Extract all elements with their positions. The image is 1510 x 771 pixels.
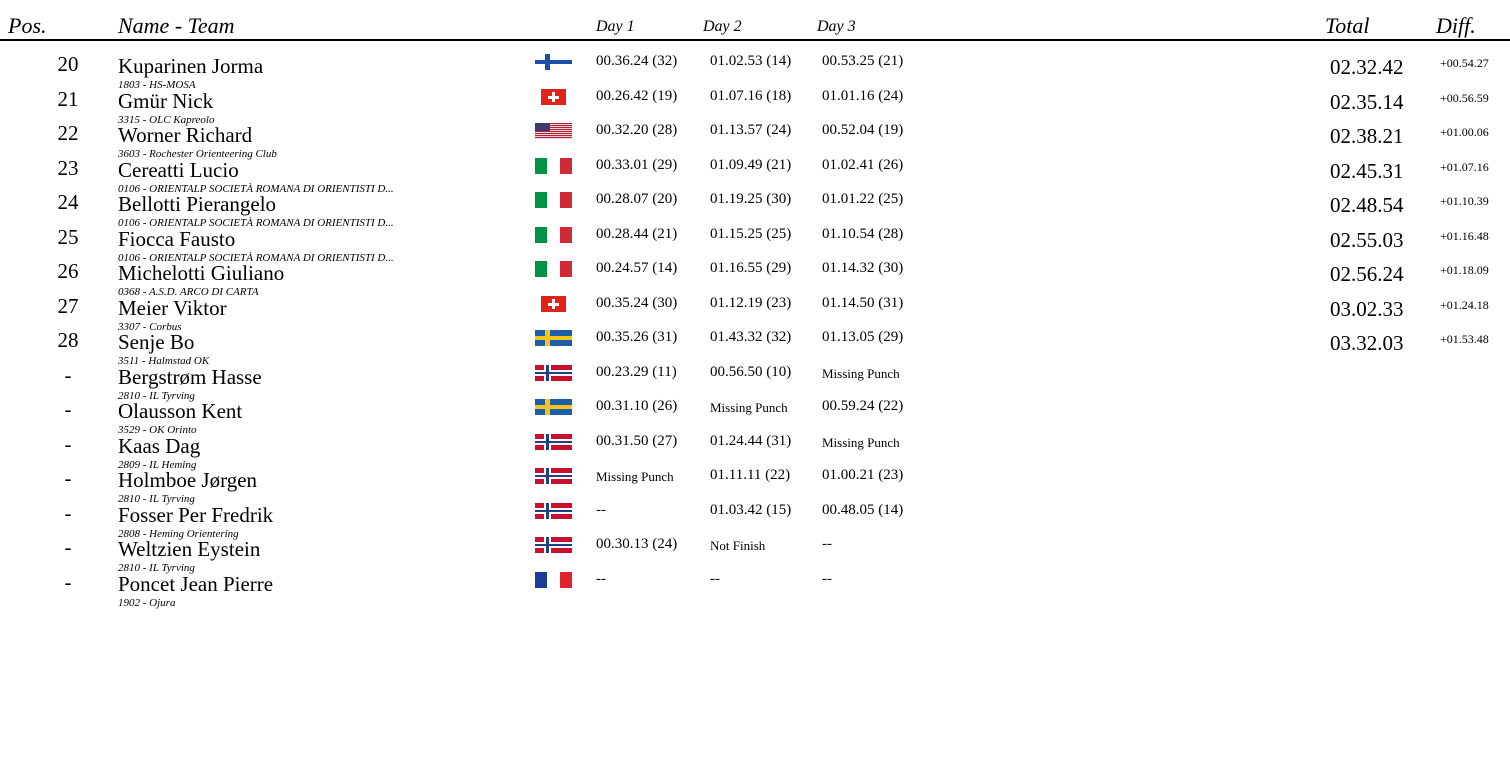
header-name-team: Name - Team (118, 13, 235, 38)
total-time: 02.56.24 (1330, 262, 1404, 286)
position: 28 (57, 328, 79, 352)
athlete-team: 3603 - Rochester Orienteering Club (118, 148, 277, 160)
diff-time: +01.53.48 (1440, 332, 1489, 346)
day3-time: 01.14.50 (31) (822, 294, 904, 311)
diff-time: +01.07.16 (1440, 159, 1489, 174)
country-flag-icon (535, 192, 572, 208)
header-day3: Day 3 (817, 18, 856, 35)
athlete-name: Meier Viktor (118, 295, 227, 320)
day1-time: -- (596, 570, 606, 587)
result-row (0, 115, 1510, 160)
country-flag-icon (535, 89, 572, 105)
diff-time: +01.10.39 (1440, 194, 1489, 208)
result-row (0, 391, 1510, 436)
athlete-name: Michelotti Giuliano (118, 261, 285, 285)
results-header (0, 0, 1510, 40)
day2-time: 01.07.16 (18) (710, 87, 792, 104)
header-divider (0, 39, 1510, 41)
result-row (0, 357, 1510, 402)
position: 21 (57, 86, 79, 111)
position: 27 (57, 293, 79, 318)
results-table (0, 46, 1510, 609)
athlete-name: Kaas Dag (118, 433, 201, 458)
country-flag-icon (535, 123, 572, 139)
athlete-team: 0106 - ORIENTALP SOCIETÀ ROMANA DI ORIENTISTI D... (118, 182, 394, 195)
athlete-team: 1803 - HS-MOSA (118, 79, 196, 91)
day3-time: 01.13.05 (29) (822, 329, 904, 345)
total-time: 02.48.54 (1330, 193, 1404, 217)
result-row (0, 253, 1510, 298)
result-row (0, 150, 1510, 195)
position: - (64, 535, 72, 559)
day1-time: 00.26.42 (19) (596, 87, 678, 104)
day2-time: 01.15.25 (25) (710, 225, 792, 242)
day3-time: 00.52.04 (19) (822, 122, 904, 138)
result-row (0, 495, 1510, 540)
country-flag-icon (535, 54, 572, 70)
header-day2: Day 2 (703, 18, 742, 35)
athlete-name: Weltzien Eystein (118, 537, 261, 561)
country-flag-icon (535, 330, 572, 346)
header-day1: Day 1 (596, 18, 635, 35)
day2-time: 01.19.25 (30) (710, 191, 792, 207)
header-total: Total (1325, 13, 1370, 38)
athlete-name: Bellotti Pierangelo (118, 192, 277, 216)
position: - (64, 431, 72, 456)
position: 24 (57, 190, 79, 214)
position: - (64, 397, 72, 421)
day2-time: 01.16.55 (29) (710, 260, 792, 276)
day1-time: 00.31.10 (26) (596, 398, 678, 414)
result-row (0, 46, 1510, 91)
day2-time: Not Finish (710, 538, 766, 553)
result-row (0, 322, 1510, 367)
total-time: 02.38.21 (1330, 124, 1404, 148)
position: 26 (57, 259, 79, 283)
total-time: 02.32.42 (1330, 55, 1404, 79)
day1-time: 00.31.50 (27) (596, 432, 678, 449)
position: - (64, 569, 72, 594)
result-row (0, 219, 1510, 264)
country-flag-icon (535, 399, 572, 415)
athlete-team: 0106 - ORIENTALP SOCIETÀ ROMANA DI ORIENTISTI D... (118, 217, 394, 229)
position: - (64, 362, 72, 387)
athlete-team: 0368 - A.S.D. ARCO DI CARTA (118, 286, 259, 298)
diff-time: +00.54.27 (1440, 56, 1489, 70)
country-flag-icon (535, 261, 572, 277)
day1-time: -- (596, 501, 606, 518)
position: - (64, 500, 72, 525)
total-time: 02.35.14 (1330, 89, 1404, 114)
athlete-team: 2810 - IL Tyrving (118, 389, 195, 402)
result-row (0, 426, 1510, 471)
athlete-team: 2809 - IL Heming (118, 458, 197, 471)
diff-time: +01.16.48 (1440, 228, 1489, 243)
day1-time: 00.28.07 (20) (596, 191, 678, 207)
athlete-team: 2808 - Heming Orientering (118, 527, 239, 540)
athlete-name: Kuparinen Jorma (118, 54, 264, 78)
country-flag-icon (535, 227, 572, 243)
day1-time: 00.35.26 (31) (596, 329, 678, 345)
country-flag-icon (535, 468, 572, 484)
athlete-team: 1902 - Ojura (118, 596, 176, 609)
athlete-team: 2810 - IL Tyrving (118, 493, 195, 505)
result-row (0, 184, 1510, 229)
athlete-team: 0106 - ORIENTALP SOCIETÀ ROMANA DI ORIENTISTI D... (118, 251, 394, 264)
diff-time: +01.00.06 (1440, 125, 1489, 139)
athlete-name: Senje Bo (118, 330, 195, 354)
athlete-name: Holmboe Jørgen (118, 468, 258, 492)
result-row (0, 564, 1510, 609)
position: 20 (57, 52, 79, 76)
header-diff: Diff. (1436, 13, 1476, 38)
day2-time: Missing Punch (710, 400, 788, 415)
day3-time: 01.00.21 (23) (822, 467, 904, 483)
total-time: 02.45.31 (1330, 158, 1404, 183)
day2-time: 01.11.11 (22) (710, 467, 791, 483)
day2-time: 01.13.57 (24) (710, 122, 792, 138)
day1-time: 00.24.57 (14) (596, 260, 678, 276)
diff-time: +00.56.59 (1440, 90, 1489, 105)
day3-time: 00.48.05 (14) (822, 501, 904, 518)
day3-time: -- (822, 536, 832, 552)
day3-time: -- (822, 570, 832, 587)
day1-time: Missing Punch (596, 469, 674, 484)
day2-time: 01.12.19 (23) (710, 294, 792, 311)
day2-time: 00.56.50 (10) (710, 363, 792, 380)
country-flag-icon (535, 158, 572, 174)
athlete-team: 3511 - Halmstad OK (118, 355, 210, 367)
day2-time: 01.43.32 (32) (710, 329, 792, 345)
day3-time: 00.53.25 (21) (822, 53, 904, 69)
position: 22 (57, 121, 79, 145)
athlete-name: Bergstrøm Hasse (118, 364, 262, 389)
diff-time: +01.24.18 (1440, 297, 1489, 312)
athlete-name: Olausson Kent (118, 399, 243, 423)
day1-time: 00.32.20 (28) (596, 122, 678, 138)
result-row (0, 288, 1510, 333)
athlete-team: 3315 - OLC Kapreolo (118, 113, 215, 126)
country-flag-icon (535, 296, 572, 312)
day3-time: 01.01.22 (25) (822, 191, 904, 207)
country-flag-icon (535, 434, 572, 450)
day2-time: 01.09.49 (21) (710, 156, 792, 173)
day1-time: 00.30.13 (24) (596, 536, 678, 552)
day2-time: 01.02.53 (14) (710, 53, 792, 69)
day3-time: 01.10.54 (28) (822, 225, 904, 242)
athlete-name: Fosser Per Fredrik (118, 502, 274, 527)
day3-time: 01.01.16 (24) (822, 87, 904, 104)
day2-time: -- (710, 570, 720, 587)
country-flag-icon (535, 365, 572, 381)
day1-time: 00.35.24 (30) (596, 294, 678, 311)
total-time: 02.55.03 (1330, 227, 1404, 252)
total-time: 03.02.33 (1330, 296, 1404, 321)
athlete-name: Fiocca Fausto (118, 226, 236, 251)
athlete-name: Cereatti Lucio (118, 157, 239, 182)
athlete-team: 3307 - Corbus (118, 320, 182, 333)
position: - (64, 466, 72, 490)
athlete-name: Gmür Nick (118, 88, 214, 113)
country-flag-icon (535, 537, 572, 553)
day3-time: 01.02.41 (26) (822, 156, 904, 173)
day1-time: 00.23.29 (11) (596, 363, 677, 380)
day3-time: 01.14.32 (30) (822, 260, 904, 276)
position: 25 (57, 224, 79, 249)
result-row (0, 460, 1510, 505)
result-row (0, 81, 1510, 126)
day1-time: 00.28.44 (21) (596, 225, 678, 242)
athlete-name: Poncet Jean Pierre (118, 571, 274, 596)
country-flag-icon (535, 503, 572, 519)
country-flag-icon (535, 572, 572, 588)
day1-time: 00.33.01 (29) (596, 156, 678, 173)
day2-time: 01.03.42 (15) (710, 501, 792, 518)
total-time: 03.32.03 (1330, 331, 1404, 355)
result-row (0, 529, 1510, 574)
position: 23 (57, 155, 79, 180)
diff-time: +01.18.09 (1440, 263, 1489, 277)
day3-time: Missing Punch (822, 434, 900, 450)
day3-time: 00.59.24 (22) (822, 398, 904, 414)
athlete-team: 2810 - IL Tyrving (118, 562, 195, 574)
athlete-name: Worner Richard (118, 123, 253, 147)
day2-time: 01.24.44 (31) (710, 432, 792, 449)
day3-time: Missing Punch (822, 365, 900, 381)
athlete-team: 3529 - OK Orinto (118, 424, 197, 436)
header-pos: Pos. (8, 13, 47, 38)
day1-time: 00.36.24 (32) (596, 53, 678, 69)
